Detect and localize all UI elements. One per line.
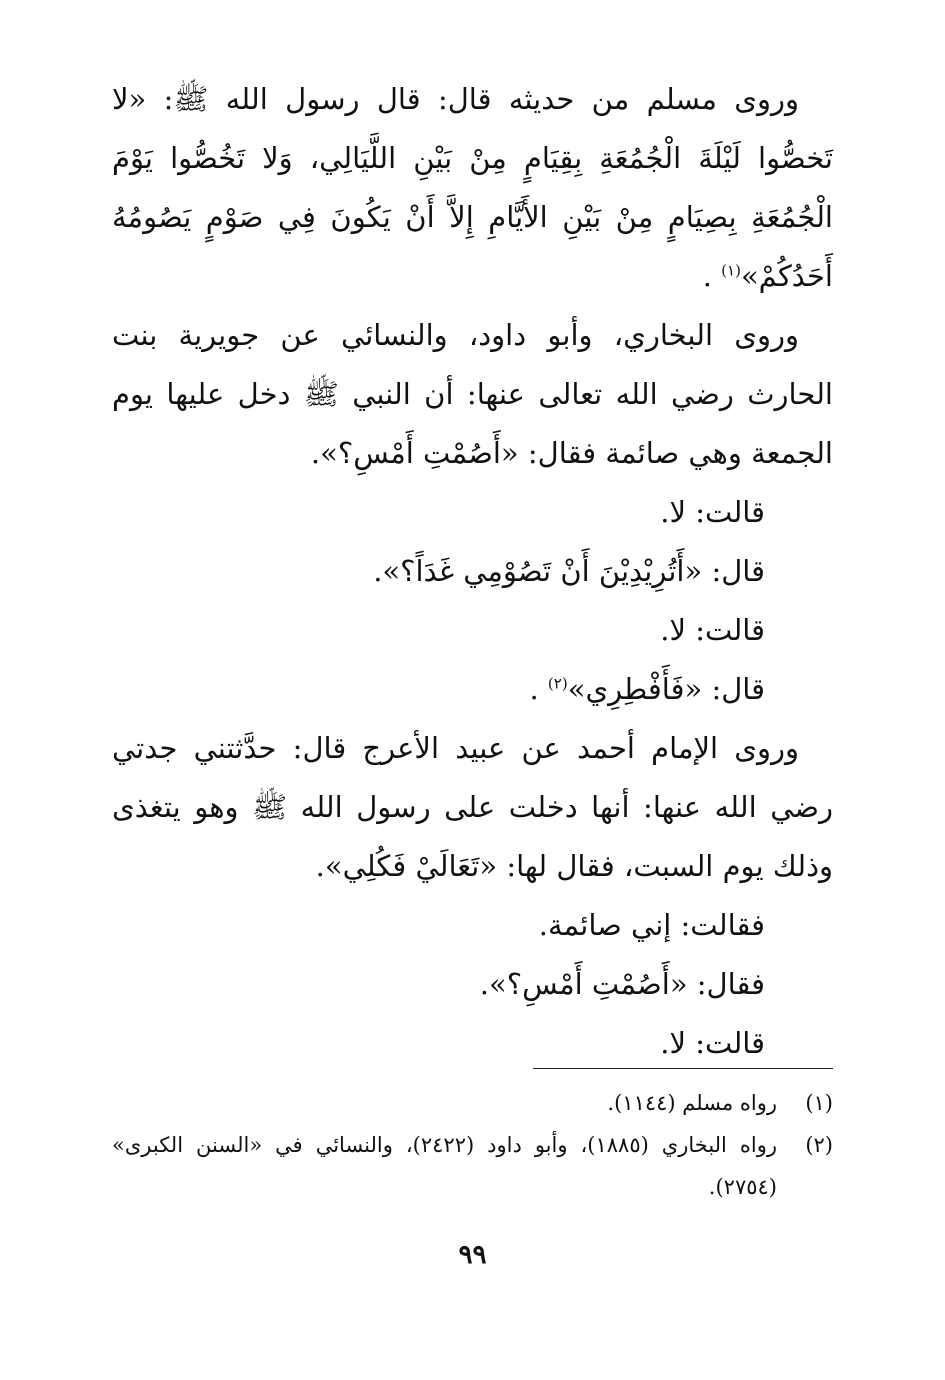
footnote-ref-1[interactable]: (١)	[721, 261, 741, 280]
dialog-line: قالت: لا.	[660, 613, 765, 647]
dialog-line: فقالت: إني صائمة.	[538, 908, 765, 942]
footnote-number: (٢)	[805, 1133, 833, 1157]
footnote-number: (١)	[805, 1091, 833, 1115]
footnote-ref-2[interactable]: (٢)	[547, 674, 568, 693]
footnotes	[112, 1082, 833, 1208]
dialog-line: قال: «أَتُرِيْدِيْنَ أَنْ تَصُوْمِي غَدَاً؟».	[373, 554, 765, 588]
paragraph-ahmad-hadith: وروى الإمام أحمد عن عبيد الأعرج قال: حدَّثتني جدتي رضي الله عنها: أنها دخلت على رسول الله ﷺ وهو يتغذى وذلك يوم السبت، فقال لها: «تَعَالَيْ فَكُلِي».	[112, 731, 833, 883]
dialog-line: قالت: لا.	[660, 1026, 765, 1060]
page-number: ٩٩	[458, 1240, 487, 1270]
main-text	[112, 70, 833, 1073]
footnote-text: رواه مسلم (١١٤٤).	[607, 1091, 777, 1115]
dialog-line: فقال: «أَصُمْتِ أَمْسِ؟».	[479, 967, 765, 1001]
dialog-line: قال: «فَأَفْطِرِي»$^{(٢)}$ .	[529, 672, 765, 706]
paragraph-juwayriya-hadith: وروى البخاري، وأبو داود، والنسائي عن جويرية بنت الحارث رضي الله تعالى عنها: أن النبي ﷺ دخل عليها يوم الجمعة وهي صائمة فقال: «أَصُمْتِ أَمْسِ؟».	[112, 318, 833, 470]
paragraph-muslim-hadith: وروى مسلم من حديثه قال: قال رسول الله ﷺ: «لا تَخصُّوا لَيْلَةَ الْجُمُعَةِ بِقِيَامٍ مِنْ بَيْنِ اللَّيَالِي، وَلا تَخُصُّوا يَوْمَ الْجُمُعَةِ بِصِيَامٍ مِنْ بَيْنِ الأَيَّامِ إِلاَّ أَنْ يَكُونَ فِي صَوْمٍ يَصُومُهُ أَحَدُكُمْ»$^{(١)}$ .	[112, 82, 833, 293]
dialog-line: قالت: لا.	[660, 495, 765, 529]
footnote-divider	[533, 1068, 833, 1069]
footnote-item	[112, 1082, 833, 1124]
footnote-text: رواه البخاري (١٨٨٥)، وأبو داود (٢٤٢٢)، والنسائي في «السنن الكبرى» (٢٧٥٤).	[112, 1133, 778, 1199]
footnote-item	[112, 1124, 833, 1208]
